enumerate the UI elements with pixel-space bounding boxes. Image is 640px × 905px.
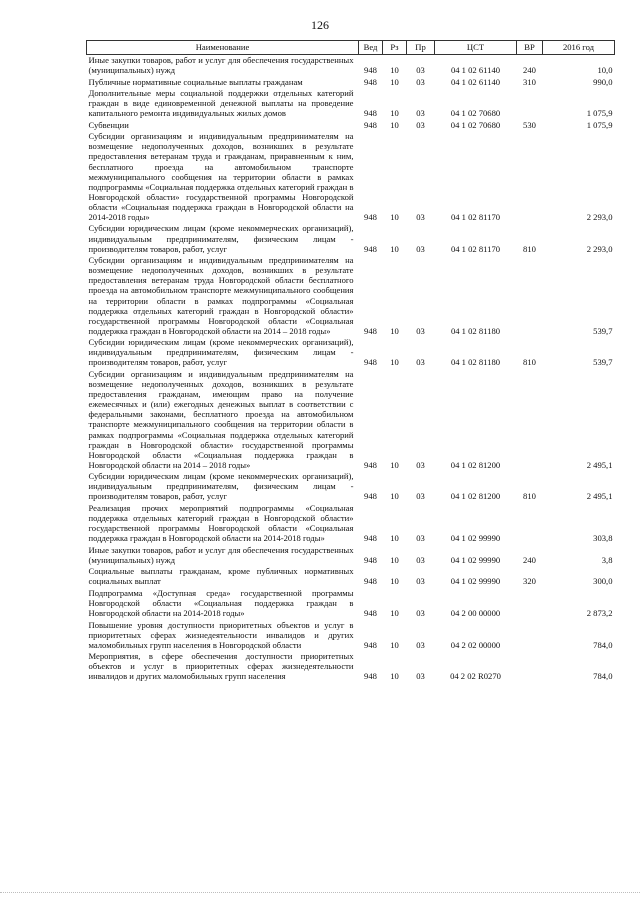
- cell-rz: 10: [390, 65, 399, 76]
- table-row: [87, 588, 615, 620]
- cell-vr: 530: [523, 119, 536, 130]
- cell-cst: 04 1 02 81170: [450, 243, 501, 254]
- cell-pr: 03: [416, 76, 425, 87]
- cell-vr: [517, 131, 543, 223]
- header-pr: Пр: [407, 41, 435, 55]
- cell-amount: 3,8: [601, 554, 613, 565]
- cell-vr: 320: [523, 576, 536, 587]
- budget-table: [86, 40, 615, 683]
- cell-cst: 04 1 02 81170: [450, 211, 501, 222]
- cell-vr: 310: [523, 76, 536, 87]
- table-row: [87, 131, 615, 223]
- cell-rz: 10: [390, 533, 399, 544]
- cell-amount: 539,7: [593, 325, 613, 336]
- cell-ved: 948: [364, 65, 377, 76]
- cell-amount: 990,0: [593, 76, 613, 87]
- cell-name: Иные закупки товаров, работ и услуг для обеспечения государственных (муниципальных) нужд: [88, 544, 354, 565]
- header-ved: Вед: [359, 41, 383, 55]
- cell-vr: [517, 88, 543, 120]
- cell-name: Иные закупки товаров, работ и услуг для обеспечения государственных (муниципальных) нужд: [88, 55, 354, 76]
- cell-vr: 810: [523, 243, 536, 254]
- cell-amount: 1 075,9: [586, 108, 613, 119]
- cell-name: Субсидии организациям и индивидуальным предпринимателям на возмещение недополученных доходов, возникших в результате предоставления гражданам, имеющим право на получение ежемесячных и (или) ежегодных денежных выплат в соответствии с федеральными законами, бесплатного проезда на автомобильном транспорте межмуниципального сообщения на территории области в рамках подпрограммы «Социальная поддержка отдельных категорий граждан в Новгородской области» государственной программы Новгородской области «Социальная поддержка граждан в Новгородской области на 2014 – 2018 годы»: [88, 368, 354, 470]
- cell-cst: 04 2 00 00000: [450, 608, 501, 619]
- cell-cst: 04 1 02 70680: [450, 119, 501, 130]
- cell-pr: 03: [416, 211, 425, 222]
- cell-name: Субсидии юридическим лицам (кроме некоммерческих организаций), индивидуальным предпринимателям, физическим лицам - производителям товаров, работ, услуг: [88, 471, 354, 502]
- cell-amount: 2 873,2: [586, 608, 613, 619]
- cell-pr: 03: [416, 459, 425, 470]
- cell-ved: 948: [364, 576, 377, 587]
- cell-pr: 03: [416, 576, 425, 587]
- page-number: 126: [311, 18, 329, 32]
- scan-edge-artifact: [0, 892, 640, 893]
- cell-cst: 04 2 02 R0270: [450, 671, 501, 682]
- cell-amount: 2 293,0: [586, 211, 613, 222]
- cell-amount: 300,0: [593, 576, 613, 587]
- cell-rz: 10: [390, 119, 399, 130]
- cell-rz: 10: [390, 325, 399, 336]
- cell-amount: 303,8: [593, 533, 613, 544]
- cell-name: Социальные выплаты гражданам, кроме публичных нормативных социальных выплат: [88, 566, 354, 587]
- table-header-row: [87, 41, 615, 55]
- cell-ved: 948: [364, 357, 377, 368]
- cell-pr: 03: [416, 108, 425, 119]
- cell-ved: 948: [364, 76, 377, 87]
- cell-name: Субсидии юридическим лицам (кроме некоммерческих организаций), индивидуальным предпринимателям, физическим лицам - производителям товаров, работ, услуг: [88, 223, 354, 254]
- cell-name: Субсидии организациям и индивидуальным предпринимателям на возмещение недополученных доходов, возникших в результате предоставления ветеранам труда и гражданам, приравненным к ним, бесплатного проезда на автомобильном транспорте межмуниципального сообщения на территории области в рамках подпрограммы «Социальная поддержка отдельных категорий граждан в Новгородской области» государственной программы Новгородской области «Социальная поддержка граждан в Новгородской области на 2014-2018 годы»: [88, 131, 354, 222]
- cell-pr: 03: [416, 243, 425, 254]
- cell-cst: 04 1 02 81180: [450, 325, 501, 336]
- table-row: [87, 503, 615, 545]
- cell-amount: 2 495,1: [586, 491, 613, 502]
- cell-pr: 03: [416, 325, 425, 336]
- cell-cst: 04 1 02 81200: [450, 459, 501, 470]
- cell-vr: [517, 588, 543, 620]
- cell-rz: 10: [390, 76, 399, 87]
- cell-amount: 2 495,1: [586, 459, 613, 470]
- cell-vr: [517, 255, 543, 337]
- cell-name: Дополнительные меры социальной поддержки отдельных категорий граждан в виде единовременной денежной выплаты на проведение капитального ремонта индивидуальных жилых домов: [88, 88, 354, 119]
- cell-pr: 03: [416, 119, 425, 130]
- header-vr: ВР: [517, 41, 543, 55]
- cell-vr: 240: [523, 554, 536, 565]
- cell-pr: 03: [416, 671, 425, 682]
- cell-pr: 03: [416, 608, 425, 619]
- cell-pr: 03: [416, 491, 425, 502]
- cell-rz: 10: [390, 243, 399, 254]
- cell-cst: 04 1 02 70680: [450, 108, 501, 119]
- cell-rz: 10: [390, 459, 399, 470]
- table-body: [87, 55, 615, 683]
- table-row: [87, 471, 615, 503]
- cell-name: Реализация прочих мероприятий подпрограммы «Социальная поддержка отдельных категорий граждан в Новгородской области» государственной программы Новгородской области «Социальная поддержка граждан в Новгородской области на 2014-2018 годы»: [88, 502, 354, 544]
- table-row: [87, 88, 615, 120]
- cell-name: Мероприятия, в сфере обеспечения доступности приоритетных объектов и услуг в приоритетных сферах жизнедеятельности инвалидов и других маломобильных групп населения: [88, 651, 354, 682]
- cell-amount: 2 293,0: [586, 243, 613, 254]
- cell-vr: 810: [523, 491, 536, 502]
- cell-vr: [517, 651, 543, 683]
- table-row: [87, 651, 615, 683]
- cell-name: Субвенции: [88, 119, 129, 130]
- header-rz: Рз: [383, 41, 407, 55]
- header-name: Наименование: [87, 41, 359, 55]
- cell-pr: 03: [416, 357, 425, 368]
- cell-cst: 04 1 02 81200: [450, 491, 501, 502]
- cell-cst: 04 1 02 99990: [450, 533, 501, 544]
- table-row: [87, 77, 615, 88]
- cell-ved: 948: [364, 119, 377, 130]
- cell-name: Субсидии юридическим лицам (кроме некоммерческих организаций), индивидуальным предпринимателям, физическим лицам - производителям товаров, работ, услуг: [88, 337, 354, 368]
- table-row: [87, 120, 615, 131]
- cell-ved: 948: [364, 211, 377, 222]
- cell-pr: 03: [416, 639, 425, 650]
- cell-rz: 10: [390, 608, 399, 619]
- cell-amount: 1 075,9: [586, 119, 613, 130]
- cell-vr: 810: [523, 357, 536, 368]
- cell-name: Субсидии организациям и индивидуальным предпринимателям на возмещение недополученных доходов, возникших в результате предоставления ветеранам труда Новгородской области бесплатного проезда на автомобильном транспорте межмуниципального сообщения на территории области в рамках подпрограммы «Социальная поддержка отдельных категорий граждан в Новгородской области» государственной программы Новгородской области «Социальная поддержка граждан в Новгородской области на 2014 – 2018 годы»: [88, 255, 354, 336]
- cell-rz: 10: [390, 639, 399, 650]
- cell-ved: 948: [364, 325, 377, 336]
- cell-vr: [517, 503, 543, 545]
- cell-vr: [517, 369, 543, 471]
- cell-amount: 784,0: [593, 671, 613, 682]
- cell-ved: 948: [364, 491, 377, 502]
- cell-cst: 04 1 02 99990: [450, 554, 501, 565]
- table-row: [87, 223, 615, 255]
- cell-amount: 10,0: [597, 65, 613, 76]
- cell-amount: 539,7: [593, 357, 613, 368]
- cell-rz: 10: [390, 491, 399, 502]
- cell-ved: 948: [364, 671, 377, 682]
- cell-vr: [517, 620, 543, 652]
- header-year: 2016 год: [543, 41, 615, 55]
- cell-ved: 948: [364, 459, 377, 470]
- cell-cst: 04 1 02 61140: [450, 76, 501, 87]
- cell-name: Повышение уровня доступности приоритетных объектов и услуг в приоритетных сферах жизнедеятельности инвалидов и других маломобильных групп населения в Новгородской области: [88, 619, 354, 650]
- cell-vr: 240: [523, 65, 536, 76]
- cell-name: Публичные нормативные социальные выплаты гражданам: [88, 76, 303, 87]
- header-cst: ЦСТ: [435, 41, 517, 55]
- cell-rz: 10: [390, 211, 399, 222]
- cell-ved: 948: [364, 639, 377, 650]
- cell-rz: 10: [390, 576, 399, 587]
- table-row: [87, 545, 615, 567]
- cell-name: Подпрограмма «Доступная среда» государственной программы Новгородской области «Социальная поддержка граждан в Новгородской области на 2014-2018 годы»: [88, 587, 354, 619]
- cell-ved: 948: [364, 243, 377, 254]
- table-row: [87, 620, 615, 652]
- cell-ved: 948: [364, 608, 377, 619]
- cell-rz: 10: [390, 108, 399, 119]
- cell-pr: 03: [416, 533, 425, 544]
- table-row: [87, 337, 615, 369]
- cell-ved: 948: [364, 108, 377, 119]
- cell-rz: 10: [390, 357, 399, 368]
- cell-ved: 948: [364, 533, 377, 544]
- cell-cst: 04 1 02 81180: [450, 357, 501, 368]
- cell-ved: 948: [364, 554, 377, 565]
- table-row: [87, 55, 615, 77]
- table-row: [87, 566, 615, 588]
- cell-pr: 03: [416, 554, 425, 565]
- cell-pr: 03: [416, 65, 425, 76]
- cell-rz: 10: [390, 671, 399, 682]
- cell-cst: 04 1 02 99990: [450, 576, 501, 587]
- cell-cst: 04 1 02 61140: [450, 65, 501, 76]
- cell-rz: 10: [390, 554, 399, 565]
- cell-amount: 784,0: [593, 639, 613, 650]
- cell-cst: 04 2 02 00000: [450, 639, 501, 650]
- table-row: [87, 255, 615, 337]
- table-row: [87, 369, 615, 471]
